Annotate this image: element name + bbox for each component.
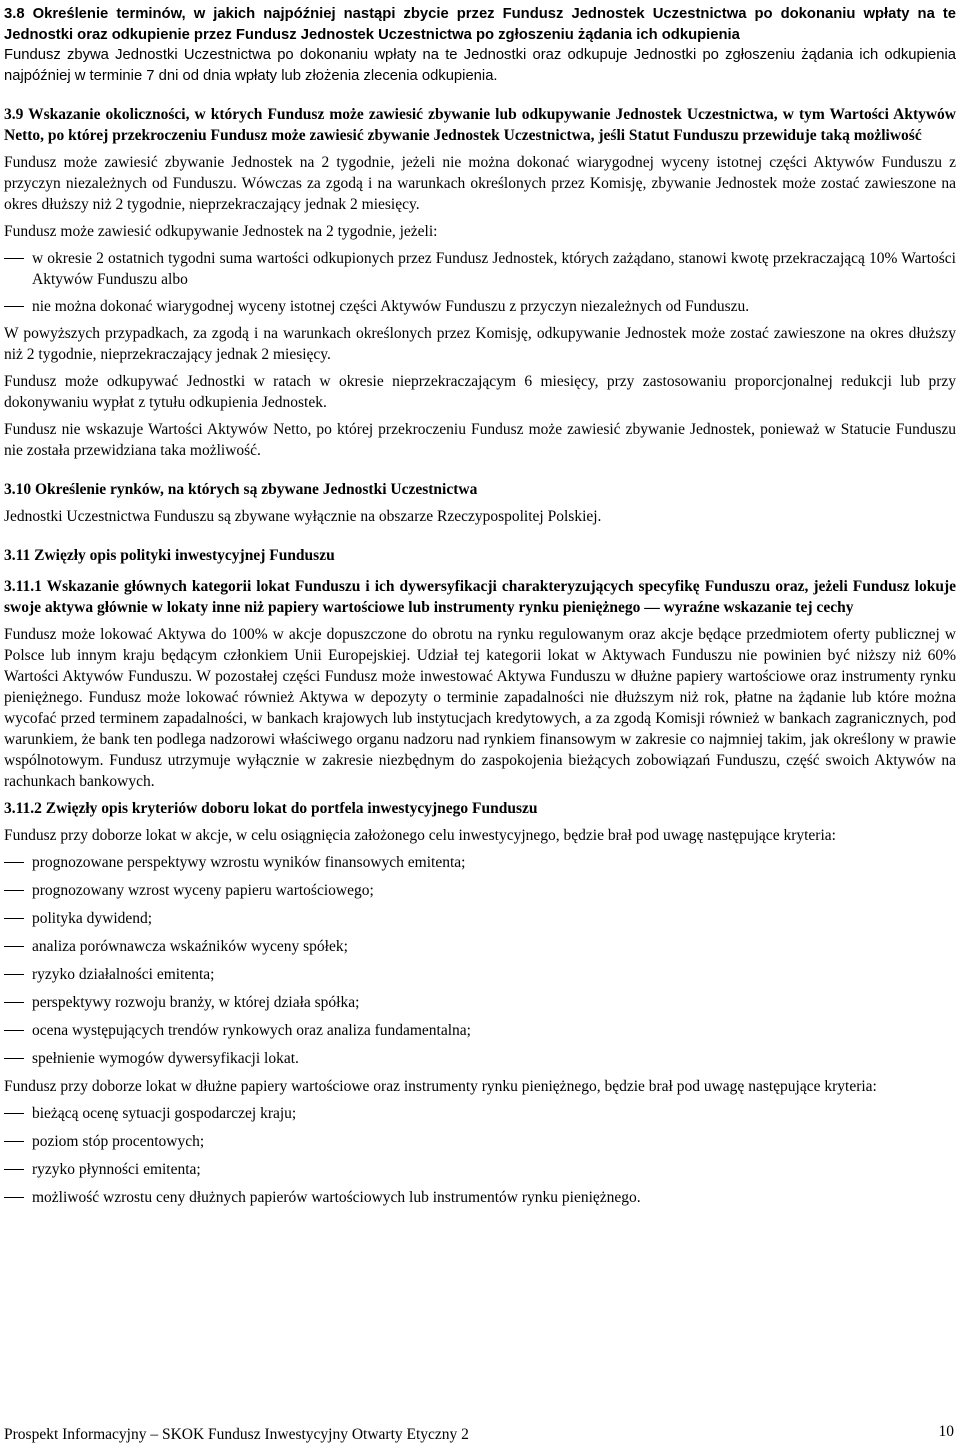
list-item: [4, 992, 956, 1013]
list-item: [4, 1048, 956, 1069]
dash-bullet-icon: [4, 1030, 24, 1031]
list-item: [4, 880, 956, 901]
section-3-11-1-heading: 3.11.1 Wskazanie głównych kategorii lokat Funduszu i ich dywersyfikacji charakteryzujących specyfikę Funduszu oraz, jeżeli Fundusz lokuje swoje aktywa głównie w lokaty inne niż papiery wartościowe lub instrumenty rynku pieniężnego — wyraźne wskazanie tej cechy: [4, 578, 956, 616]
section-3-8-body: Fundusz zbywa Jednostki Uczestnictwa po dokonaniu wpłaty na te Jednostki oraz odkupuje Jednostki po zgłoszeniu żądania ich odkupienia najpóźniej w terminie 7 dni od dnia wpłaty lub złożenia zlecenia odkupienia.: [4, 47, 956, 84]
section-3-11-2-heading: 3.11.2 Zwięzły opis kryteriów doboru lokat do portfela inwestycyjnego Funduszu: [4, 800, 538, 817]
debt-criteria-list: [4, 1103, 956, 1208]
section-3-9-paragraph-5: Fundusz nie wskazuje Wartości Aktywów Netto, po której przekroczeniu Fundusz może zawiesić zbywanie Jednostek, ponieważ w Statucie Funduszu nie została przewidziana taka możliwość.: [4, 421, 956, 459]
list-item: [4, 1020, 956, 1041]
section-3-10-body: Jednostki Uczestnictwa Funduszu są zbywane wyłącznie na obszarze Rzeczypospolitej Polskiej.: [4, 508, 602, 525]
dash-bullet-icon: [4, 306, 24, 307]
dash-bullet-icon: [4, 1113, 24, 1114]
page-number: 10: [938, 1423, 954, 1440]
list-item: [4, 248, 956, 290]
section-3-9-paragraph-1: Fundusz może zawiesić zbywanie Jednostek na 2 tygodnie, jeżeli nie można dokonać wiarygodnej wyceny istotnej części Aktywów Funduszu z przyczyn niezależnych od Funduszu. Wówczas za zgodą i na warunkach określonych przez Komisję, zbywanie Jednostek może zostać zawieszone na okres dłuższy niż 2 tygodnie, nieprzekraczający jednak 2 miesięcy.: [4, 154, 956, 213]
list-item-text: poziom stóp procentowych;: [32, 1133, 205, 1150]
section-3-8-heading: 3.8 Określenie terminów, w jakich najpóźniej nastąpi zbycie przez Fundusz Jednostek Uczestnictwa po dokonaniu wpłaty na te Jednostki oraz odkupienie przez Fundusz Jednostek Uczestnictwa po zgłoszeniu żądania ich odkupienia: [4, 6, 956, 43]
list-item: [4, 1131, 956, 1152]
list-item-text: w okresie 2 ostatnich tygodni suma wartości odkupionych przez Fundusz Jednostek, których zażądano, stanowi kwotę przekraczającą 10% Wartości Aktywów Funduszu albo: [32, 250, 956, 288]
section-3-9-list: [4, 248, 956, 317]
section-3-9-paragraph-3: W powyższych przypadkach, za zgodą i na warunkach określonych przez Komisję, odkupywanie Jednostek może zostać zawieszone na okres dłuższy niż 2 tygodnie, nieprzekraczający jednak 2 miesięcy.: [4, 325, 956, 363]
page-footer: [4, 1423, 956, 1445]
section-3-11-2-intro-stocks: Fundusz przy doborze lokat w akcje, w celu osiągnięcia założonego celu inwestycyjnego, będzie brał pod uwagę następujące kryteria:: [4, 827, 836, 844]
list-item: [4, 1187, 956, 1208]
list-item-text: nie można dokonać wiarygodnej wyceny istotnej części Aktywów Funduszu z przyczyn niezależnych od Funduszu.: [32, 298, 750, 315]
list-item-text: ocena występujących trendów rynkowych oraz analiza fundamentalna;: [32, 1022, 471, 1039]
dash-bullet-icon: [4, 862, 24, 863]
section-3-9-heading: 3.9 Wskazanie okoliczności, w których Fundusz może zawiesić zbywanie lub odkupywanie Jednostek Uczestnictwa, w tym Wartości Aktywów Netto, po której przekroczeniu Fundusz może zawiesić zbywanie Jednostek Uczestnictwa, jeśli Statut Funduszu przewiduje taką możliwość: [4, 106, 956, 144]
list-item-text: ryzyko działalności emitenta;: [32, 966, 215, 983]
section-3-11-1-body: Fundusz może lokować Aktywa do 100% w akcje dopuszczone do obrotu na rynku regulowanym oraz akcje będące przedmiotem oferty publicznej w Polsce lub innym kraju będącym członkiem Unii Europejskiej. Udział tej kategorii lokat w Aktywach Funduszu nie powinien być niższy niż 60% Wartości Aktywów Funduszu. W pozostałej części Fundusz może inwestować Aktywa Funduszu w dłużne papiery wartościowe oraz instrumenty rynku pieniężnego. Fundusz może lokować również Aktywa w depozyty o terminie zapadalności nie dłuższym niż rok, płatne na żądanie lub które można wycofać przed terminem zapadalności, w bankach krajowych lub instytucjach kredytowych, a za zgodą Komisji również w bankach zagranicznych, pod warunkiem, że bank ten podlega nadzorowi właściwego organu nadzoru nad rynkiem finansowym w zakresie co najmniej takim, jak określony w prawie wspólnotowym. Fundusz utrzymuje wyłącznie w zakresie niezbędnym do zaspokojenia bieżących zobowiązań Funduszu, część swoich Aktywów na rachunkach bankowych.: [4, 626, 956, 790]
list-item-text: prognozowany wzrost wyceny papieru wartościowego;: [32, 882, 374, 899]
list-item: [4, 852, 956, 873]
list-item-text: polityka dywidend;: [32, 910, 153, 927]
dash-bullet-icon: [4, 1058, 24, 1059]
list-item: [4, 1159, 956, 1180]
list-item-text: spełnienie wymogów dywersyfikacji lokat.: [32, 1050, 299, 1067]
list-item-text: ryzyko płynności emitenta;: [32, 1161, 201, 1178]
list-item: [4, 908, 956, 929]
list-item-text: perspektywy rozwoju branży, w której działa spółka;: [32, 994, 360, 1011]
list-item: [4, 936, 956, 957]
stock-criteria-list: [4, 852, 956, 1069]
list-item: [4, 296, 956, 317]
list-item-text: możliwość wzrostu ceny dłużnych papierów wartościowych lub instrumentów rynku pieniężnego.: [32, 1189, 641, 1206]
dash-bullet-icon: [4, 1169, 24, 1170]
section-3-11-2-intro-debt: Fundusz przy doborze lokat w dłużne papiery wartościowe oraz instrumenty rynku pieniężnego, będzie brał pod uwagę następujące kryteria:: [4, 1078, 877, 1095]
dash-bullet-icon: [4, 890, 24, 891]
document-page: [4, 4, 956, 1215]
section-3-9-paragraph-4: Fundusz może odkupywać Jednostki w ratach w okresie nieprzekraczającym 6 miesięcy, przy zastosowaniu proporcjonalnej redukcji lub przy dokonywaniu wypłat z tytułu odkupienia Jednostek.: [4, 373, 956, 411]
dash-bullet-icon: [4, 946, 24, 947]
section-3-9-paragraph-2: Fundusz może zawiesić odkupywanie Jednostek na 2 tygodnie, jeżeli:: [4, 223, 438, 240]
list-item-text: prognozowane perspektywy wzrostu wyników finansowych emitenta;: [32, 854, 466, 871]
list-item-text: analiza porównawcza wskaźników wyceny spółek;: [32, 938, 348, 955]
section-3-11-heading: 3.11 Zwięzły opis polityki inwestycyjnej Funduszu: [4, 547, 335, 564]
list-item: [4, 964, 956, 985]
section-3-10-heading: 3.10 Określenie rynków, na których są zbywane Jednostki Uczestnictwa: [4, 481, 478, 498]
footer-text: Prospekt Informacyjny – SKOK Fundusz Inwestycyjny Otwarty Etyczny 2: [4, 1426, 469, 1443]
dash-bullet-icon: [4, 1197, 24, 1198]
dash-bullet-icon: [4, 1002, 24, 1003]
dash-bullet-icon: [4, 974, 24, 975]
dash-bullet-icon: [4, 1141, 24, 1142]
dash-bullet-icon: [4, 918, 24, 919]
list-item: [4, 1103, 956, 1124]
list-item-text: bieżącą ocenę sytuacji gospodarczej kraju;: [32, 1105, 297, 1122]
dash-bullet-icon: [4, 258, 24, 259]
